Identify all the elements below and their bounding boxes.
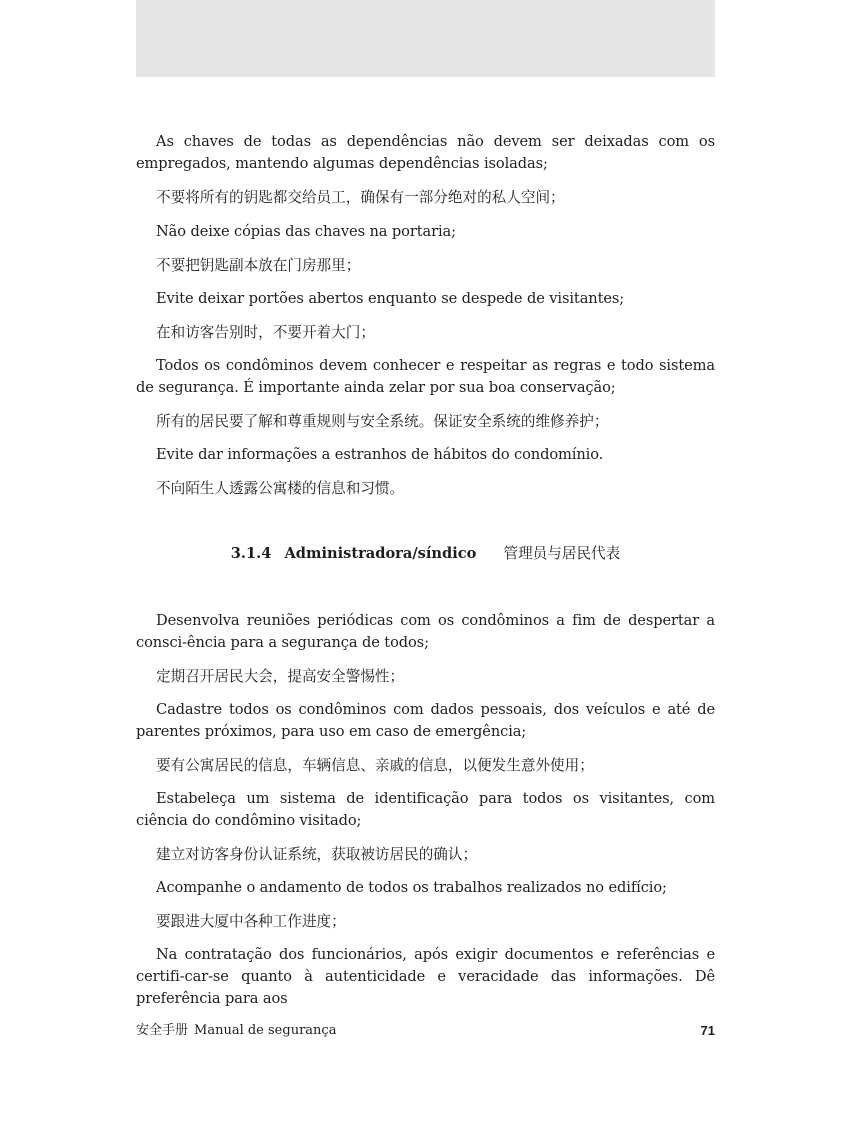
footer-book-title	[136, 1020, 336, 1042]
section-title: Administradora/síndico	[284, 545, 477, 562]
paragraph-visitor-id: Estabeleça um sistema de identificação para todos os visitantes, com ciência do condômino visitado;	[136, 790, 715, 829]
paragraph-keys-employees: As chaves de todas as dependências não devem ser deixadas com os empregados, mantendo algumas dependências isoladas;	[136, 133, 715, 172]
paragraph-register-residents: Cadastre todos os condôminos com dados pessoais, dos veículos e até de parentes próximos, para uso em caso de emergência;	[136, 701, 715, 740]
section-title-zh: 管理员与居民代表	[503, 545, 621, 562]
footer-title-zh: 安全手册	[136, 1023, 189, 1038]
paragraph-keys-employees-zh: 不要将所有的钥匙都交给员工，确保有一部分绝对的私人空间；	[156, 189, 565, 206]
paragraph-gates-open: Evite deixar portões abertos enquanto se despede de visitantes;	[156, 290, 625, 307]
paragraph-security-rules-zh: 所有的居民要了解和尊重规则与安全系统。保证安全系统的维修养护；	[156, 413, 609, 430]
paragraph-strangers-info-zh: 不向陌生人透露公寓楼的信息和习惯。	[156, 480, 405, 497]
paragraph-register-residents-zh: 要有公寓居民的信息，车辆信息、亲戚的信息，以便发生意外使用；	[156, 757, 594, 774]
page-body	[136, 0, 715, 1007]
page-footer	[136, 1020, 715, 1042]
section-heading	[136, 543, 715, 565]
paragraph-key-copies-zh: 不要把钥匙副本放在门房那里；	[156, 257, 361, 274]
paragraph-security-rules: Todos os condôminos devem conhecer e respeitar as regras e todo sistema de segurança. É importante ainda zelar por sua boa conservação;	[136, 357, 715, 396]
section-number: 3.1.4	[230, 545, 272, 562]
paragraph-periodic-meetings: Desenvolva reuniões periódicas com os condôminos a fim de despertar a consci-ência para a segurança de todos;	[136, 612, 715, 651]
paragraph-visitor-id-zh: 建立对访客身份认证系统，获取被访居民的确认；	[156, 846, 478, 863]
paragraph-periodic-meetings-zh: 定期召开居民大会，提高安全警惕性；	[156, 668, 405, 685]
paragraph-key-copies: Não deixe cópias das chaves na portaria;	[156, 223, 456, 240]
paragraph-building-works-zh: 要跟进大厦中各种工作进度；	[156, 913, 346, 930]
paragraph-gates-open-zh: 在和访客告别时，不要开着大门；	[156, 324, 375, 341]
paragraph-building-works: Acompanhe o andamento de todos os trabalhos realizados no edifício;	[156, 879, 667, 896]
paragraph-hiring-staff: Na contratação dos funcionários, após exigir documentos e referências e certifi-car-se quanto à autenticidade e veracidade das informações. Dê preferência para aos	[136, 946, 715, 1007]
footer-title-pt: Manual de segurança	[194, 1023, 337, 1038]
page-number: 71	[700, 1023, 715, 1038]
paragraph-strangers-info: Evite dar informações a estranhos de hábitos do condomínio.	[156, 446, 604, 463]
